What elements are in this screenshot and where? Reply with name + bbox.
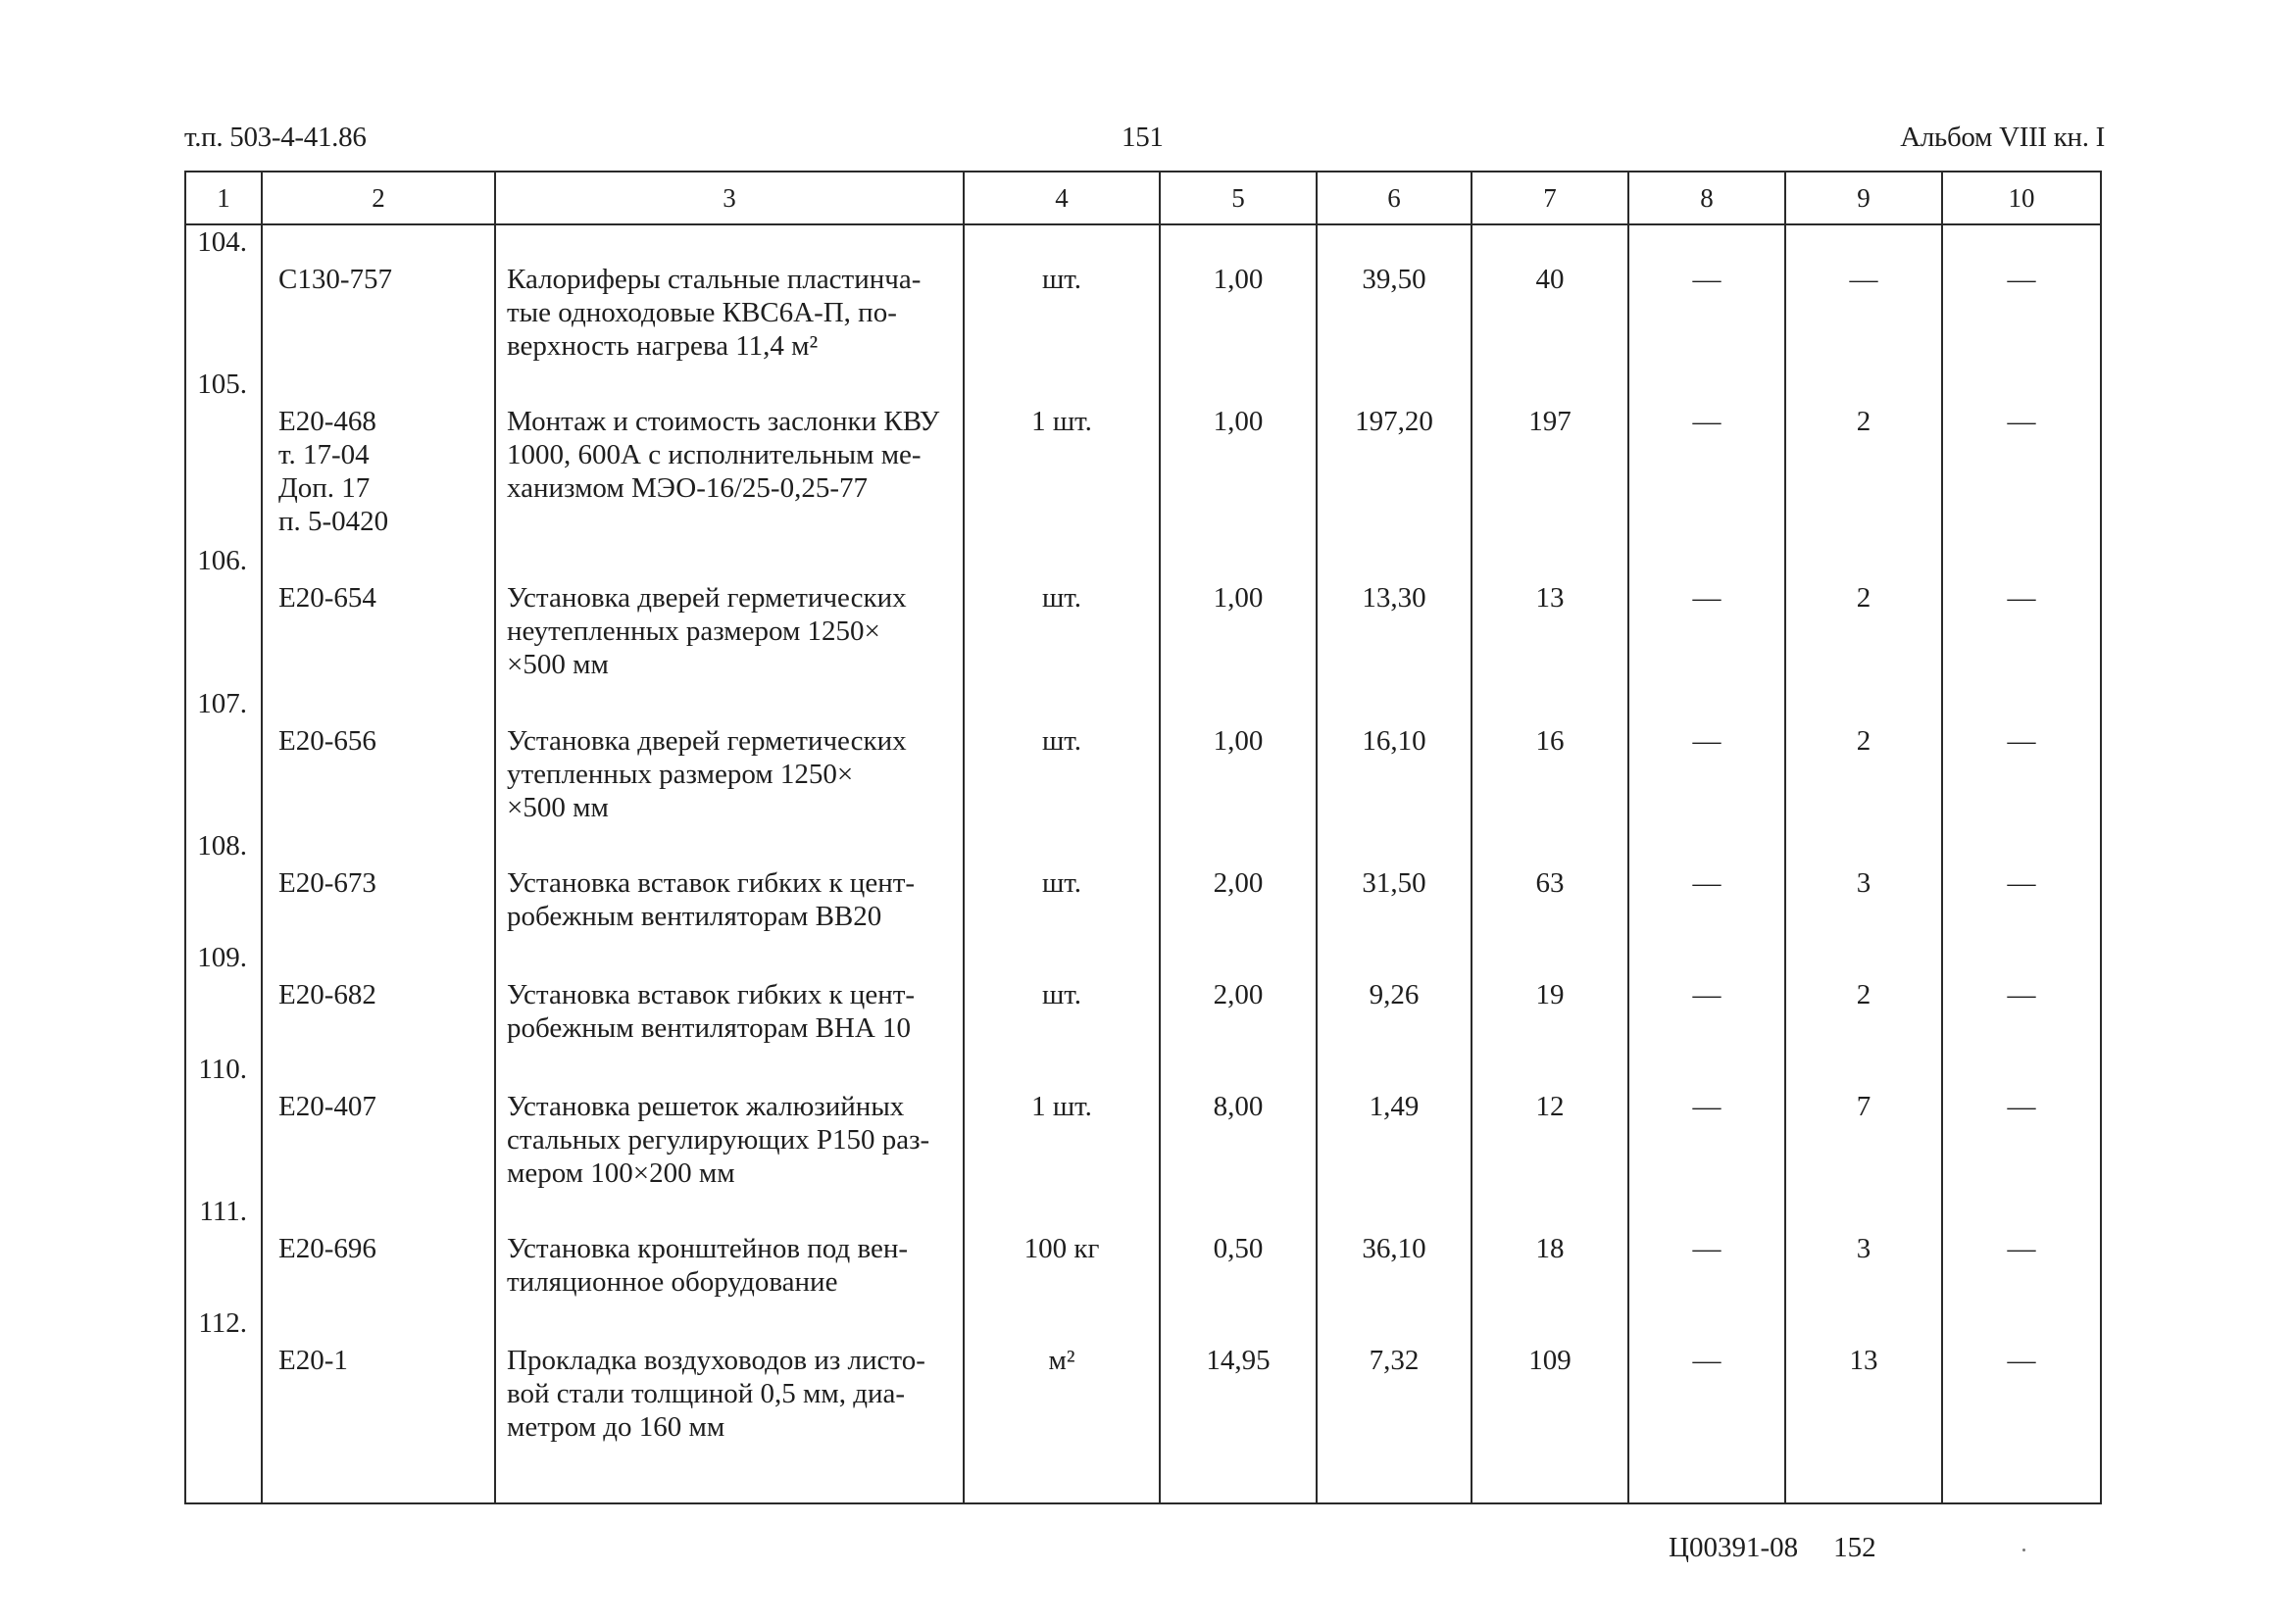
column-10-value: — bbox=[1942, 1195, 2101, 1306]
column-9-value: 3 bbox=[1785, 829, 1942, 941]
column-8-value: — bbox=[1628, 368, 1785, 544]
column-header: 5 bbox=[1160, 172, 1317, 224]
column-10-value: — bbox=[1942, 687, 2101, 829]
table-row bbox=[185, 941, 2101, 1053]
row-number: 112. bbox=[185, 1306, 262, 1503]
column-9-value: — bbox=[1785, 224, 1942, 368]
total-cost: 197 bbox=[1472, 368, 1628, 544]
total-cost: 13 bbox=[1472, 544, 1628, 686]
column-8-value: — bbox=[1628, 1306, 1785, 1503]
column-8-value: — bbox=[1628, 829, 1785, 941]
work-description: Калориферы стальные пластинча- тые одноходовые КВС6А-П, по- верхность нагрева 11,4 м² bbox=[495, 224, 964, 368]
column-9-value: 13 bbox=[1785, 1306, 1942, 1503]
scan-speck bbox=[2022, 1549, 2025, 1551]
estimate-table-container bbox=[184, 171, 2100, 1504]
quantity: 1,00 bbox=[1160, 368, 1317, 544]
unit-price: 7,32 bbox=[1317, 1306, 1472, 1503]
table-row bbox=[185, 1053, 2101, 1195]
column-9-value: 3 bbox=[1785, 1195, 1942, 1306]
column-8-value: — bbox=[1628, 1195, 1785, 1306]
row-number: 108. bbox=[185, 829, 262, 941]
row-number: 104. bbox=[185, 224, 262, 368]
work-description: Установка вставок гибких к цент- робежным вентиляторам ВВ20 bbox=[495, 829, 964, 941]
work-description: Монтаж и стоимость заслонки КВУ 1000, 600А с исполнительным ме- ханизмом МЭО-16/25-0,25-77 bbox=[495, 368, 964, 544]
column-8-value: — bbox=[1628, 1053, 1785, 1195]
column-10-value: — bbox=[1942, 941, 2101, 1053]
quantity: 1,00 bbox=[1160, 544, 1317, 686]
column-header: 9 bbox=[1785, 172, 1942, 224]
total-cost: 16 bbox=[1472, 687, 1628, 829]
column-9-value: 2 bbox=[1785, 941, 1942, 1053]
unit-of-measure: шт. bbox=[964, 224, 1160, 368]
work-description: Установка кронштейнов под вен- тиляционное оборудование bbox=[495, 1195, 964, 1306]
column-header: 7 bbox=[1472, 172, 1628, 224]
header-project-code: т.п. 503-4-41.86 bbox=[184, 122, 367, 153]
total-cost: 19 bbox=[1472, 941, 1628, 1053]
column-header: 8 bbox=[1628, 172, 1785, 224]
column-header: 6 bbox=[1317, 172, 1472, 224]
unit-price: 1,49 bbox=[1317, 1053, 1472, 1195]
norm-code: Е20-656 bbox=[262, 687, 495, 829]
norm-code: С130-757 bbox=[262, 224, 495, 368]
table-row bbox=[185, 687, 2101, 829]
unit-of-measure: шт. bbox=[964, 941, 1160, 1053]
column-9-value: 2 bbox=[1785, 368, 1942, 544]
footer bbox=[1669, 1532, 1912, 1564]
table-body bbox=[185, 224, 2101, 1503]
column-header: 2 bbox=[262, 172, 495, 224]
column-header: 10 bbox=[1942, 172, 2101, 224]
unit-of-measure: 1 шт. bbox=[964, 1053, 1160, 1195]
column-header: 4 bbox=[964, 172, 1160, 224]
unit-price: 197,20 bbox=[1317, 368, 1472, 544]
total-cost: 63 bbox=[1472, 829, 1628, 941]
work-description: Установка дверей герметических утепленных размером 1250× ×500 мм bbox=[495, 687, 964, 829]
column-8-value: — bbox=[1628, 544, 1785, 686]
unit-price: 9,26 bbox=[1317, 941, 1472, 1053]
unit-price: 36,10 bbox=[1317, 1195, 1472, 1306]
unit-of-measure: шт. bbox=[964, 544, 1160, 686]
table-row bbox=[185, 224, 2101, 368]
norm-code: Е20-673 bbox=[262, 829, 495, 941]
column-9-value: 7 bbox=[1785, 1053, 1942, 1195]
table-row bbox=[185, 368, 2101, 544]
column-10-value: — bbox=[1942, 829, 2101, 941]
norm-code: Е20-696 bbox=[262, 1195, 495, 1306]
column-9-value: 2 bbox=[1785, 687, 1942, 829]
column-9-value: 2 bbox=[1785, 544, 1942, 686]
quantity: 8,00 bbox=[1160, 1053, 1317, 1195]
row-number: 109. bbox=[185, 941, 262, 1053]
column-header: 3 bbox=[495, 172, 964, 224]
column-10-value: — bbox=[1942, 544, 2101, 686]
unit-of-measure: 100 кг bbox=[964, 1195, 1160, 1306]
unit-price: 16,10 bbox=[1317, 687, 1472, 829]
norm-code: Е20-1 bbox=[262, 1306, 495, 1503]
quantity: 14,95 bbox=[1160, 1306, 1317, 1503]
footer-document-code: Ц00391-08 bbox=[1669, 1532, 1799, 1563]
header-page-number: 151 bbox=[1122, 122, 1164, 153]
unit-price: 13,30 bbox=[1317, 544, 1472, 686]
column-10-value: — bbox=[1942, 1306, 2101, 1503]
total-cost: 12 bbox=[1472, 1053, 1628, 1195]
column-header: 1 bbox=[185, 172, 262, 224]
unit-price: 39,50 bbox=[1317, 224, 1472, 368]
column-10-value: — bbox=[1942, 224, 2101, 368]
total-cost: 18 bbox=[1472, 1195, 1628, 1306]
table-row bbox=[185, 544, 2101, 686]
unit-price: 31,50 bbox=[1317, 829, 1472, 941]
norm-code: Е20-682 bbox=[262, 941, 495, 1053]
row-number: 110. bbox=[185, 1053, 262, 1195]
quantity: 2,00 bbox=[1160, 829, 1317, 941]
total-cost: 109 bbox=[1472, 1306, 1628, 1503]
work-description: Прокладка воздуховодов из листо- вой стали толщиной 0,5 мм, диа- метром до 160 мм bbox=[495, 1306, 964, 1503]
column-8-value: — bbox=[1628, 224, 1785, 368]
row-number: 107. bbox=[185, 687, 262, 829]
quantity: 1,00 bbox=[1160, 687, 1317, 829]
norm-code: Е20-468 т. 17-04 Доп. 17 п. 5-0420 bbox=[262, 368, 495, 544]
unit-of-measure: 1 шт. bbox=[964, 368, 1160, 544]
table-row bbox=[185, 829, 2101, 941]
header-album: Альбом VIII кн. I bbox=[1900, 122, 2105, 153]
quantity: 1,00 bbox=[1160, 224, 1317, 368]
column-number-row bbox=[185, 172, 2101, 224]
table-row bbox=[185, 1306, 2101, 1503]
estimate-table bbox=[184, 171, 2102, 1504]
column-10-value: — bbox=[1942, 368, 2101, 544]
row-number: 105. bbox=[185, 368, 262, 544]
norm-code: Е20-407 bbox=[262, 1053, 495, 1195]
work-description: Установка дверей герметических неутепленных размером 1250× ×500 мм bbox=[495, 544, 964, 686]
work-description: Установка решеток жалюзийных стальных регулирующих Р150 раз- мером 100×200 мм bbox=[495, 1053, 964, 1195]
row-number: 106. bbox=[185, 544, 262, 686]
unit-of-measure: м² bbox=[964, 1306, 1160, 1503]
column-8-value: — bbox=[1628, 941, 1785, 1053]
work-description: Установка вставок гибких к цент- робежным вентиляторам ВНА 10 bbox=[495, 941, 964, 1053]
total-cost: 40 bbox=[1472, 224, 1628, 368]
unit-of-measure: шт. bbox=[964, 829, 1160, 941]
footer-page-number: 152 bbox=[1833, 1532, 1876, 1563]
column-8-value: — bbox=[1628, 687, 1785, 829]
table-row bbox=[185, 1195, 2101, 1306]
quantity: 2,00 bbox=[1160, 941, 1317, 1053]
unit-of-measure: шт. bbox=[964, 687, 1160, 829]
column-10-value: — bbox=[1942, 1053, 2101, 1195]
row-number: 111. bbox=[185, 1195, 262, 1306]
norm-code: Е20-654 bbox=[262, 544, 495, 686]
quantity: 0,50 bbox=[1160, 1195, 1317, 1306]
